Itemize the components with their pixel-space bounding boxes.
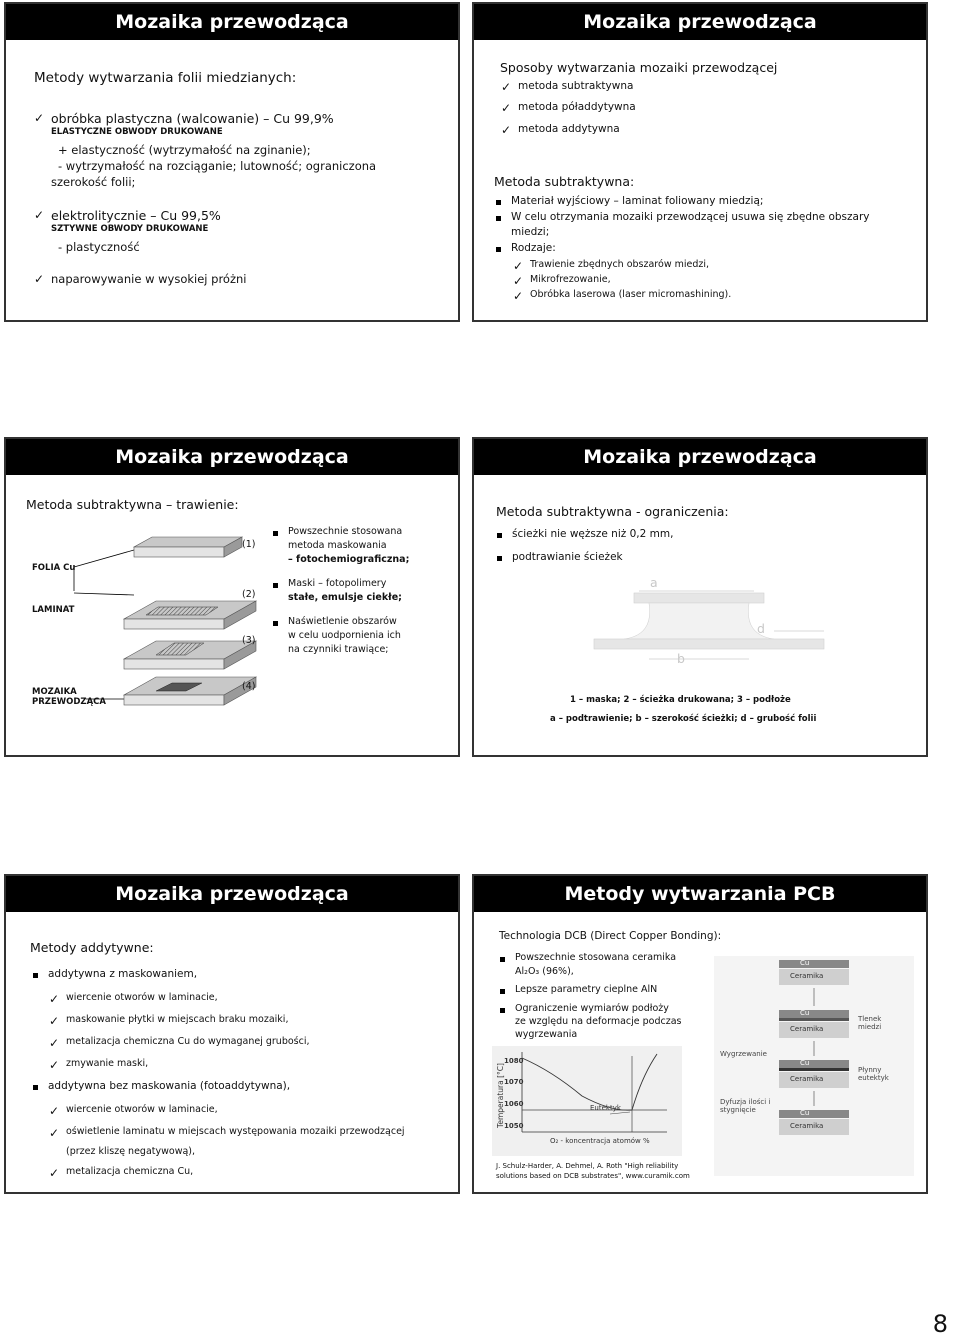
note-item-cont: metoda maskowania	[288, 540, 387, 551]
layer-cu: Cu	[800, 1059, 810, 1067]
label-b: b	[677, 651, 685, 666]
label-mozaika: PRZEWODZĄCA	[32, 697, 106, 707]
graph-ytick: 1080	[504, 1057, 524, 1065]
note-item-cont: – fotochemiograficzna;	[288, 554, 410, 565]
layer-ceramika: Ceramika	[790, 1075, 824, 1083]
layer-ceramika: Ceramika	[790, 972, 824, 980]
list-item-sub: szerokość folii;	[51, 175, 136, 189]
slide-heading: Metoda subtraktywna – trawienie:	[26, 497, 239, 512]
bullet-item: Ograniczenie wymiarów podłoży	[515, 1003, 669, 1014]
list-item-sub: - plastyczność	[58, 240, 140, 254]
slide-title: Metody wytwarzania PCB	[474, 876, 926, 912]
layer-cu: Cu	[800, 959, 810, 967]
slide-3	[4, 437, 460, 757]
process-step-2	[124, 601, 256, 629]
graph-ytick: 1070	[504, 1078, 524, 1086]
page-number: 8	[932, 1310, 948, 1338]
bullet-item-cont: Al₂O₃ (96%),	[515, 966, 574, 977]
graph-ytick: 1060	[504, 1100, 524, 1108]
list-item: ✓ zmywanie maski,	[66, 1058, 148, 1069]
list-item: ✓ obróbka plastyczna (walcowanie) – Cu 99,9%	[51, 111, 334, 126]
slide-1	[4, 2, 460, 322]
bullet-item: Lepsze parametry cieplne AlN	[515, 984, 658, 995]
list-item-sub: + elastyczność (wytrzymałość na zginanie);	[58, 143, 311, 157]
list-item: ✓ Obróbka laserowa (laser micromashining).	[530, 289, 731, 300]
bullet-item: ścieżki nie węższe niż 0,2 mm,	[512, 528, 674, 540]
note-item: Powszechnie stosowana	[288, 526, 403, 537]
step-number: (3)	[242, 635, 256, 646]
bullet-item-cont: ze względu na deformacje podczas	[515, 1016, 682, 1027]
list-item: ✓ elektrolitycznie – Cu 99,5%	[51, 208, 221, 223]
slide-heading: Sposoby wytwarzania mozaiki przewodzącej	[500, 60, 778, 75]
reference: J. Schulz-Harder, A. Dehmel, A. Roth "High reliability	[496, 1162, 679, 1170]
graph-xlabel: O₂ - koncentracja atomów %	[550, 1137, 650, 1145]
list-item: ✓ Mikrofrezowanie,	[530, 274, 611, 285]
bullet-item: podtrawianie ścieżek	[512, 551, 623, 563]
slide-4	[472, 437, 928, 757]
step-number: (4)	[242, 681, 256, 692]
list-item-cont: (przez kliszę negatywową),	[66, 1146, 196, 1157]
list-item-sub: - wytrzymałość na rozciąganie; lutowność; ograniczona	[58, 159, 377, 173]
slide-5	[4, 874, 460, 1194]
bullet-item-cont: wygrzewania	[515, 1029, 578, 1040]
graph-ytick: 1050	[504, 1122, 524, 1130]
list-item: ✓ oświetlenie laminatu w miejscach występowania mozaiki przewodzącej	[66, 1126, 405, 1137]
process-step-1	[134, 537, 242, 557]
slide-title: Mozaika przewodząca	[6, 439, 458, 475]
slide-title: Mozaika przewodząca	[6, 4, 458, 40]
undercut-diagram	[474, 569, 928, 679]
note-item-cont: w celu uodpornienia ich	[288, 630, 401, 641]
label-d: d	[757, 621, 765, 636]
note-item-cont: na czynniki trawiące;	[288, 644, 389, 655]
reference: solutions based on DCB substrates", www.curamik.com	[496, 1172, 690, 1180]
note-item-cont: stałe, emulsje ciekłe;	[288, 592, 402, 603]
bullet-item-cont: miedzi;	[511, 226, 550, 238]
label-tlenek: Tlenek miedzi	[858, 1015, 882, 1031]
list-item-sub: ELASTYCZNE OBWODY DRUKOWANE	[51, 127, 223, 137]
slide-title: Mozaika przewodząca	[6, 876, 458, 912]
process-step-3	[124, 641, 256, 669]
slide-heading: Metoda subtraktywna - ograniczenia:	[496, 504, 729, 519]
slide-2	[472, 2, 928, 322]
bullet-item: Rodzaje:	[511, 242, 556, 254]
layer-ceramika: Ceramika	[790, 1025, 824, 1033]
list-item-sub: SZTYWNE OBWODY DRUKOWANE	[51, 224, 209, 234]
bullet-item: addytywna bez maskowania (fotoaddytywna),	[48, 1080, 291, 1092]
label-dyfuzja: Dyfuzja ilości i stygnięcie	[720, 1098, 771, 1114]
list-item: ✓ metoda póładdytywna	[518, 101, 636, 113]
step-number: (2)	[242, 589, 256, 600]
slide-heading: Metody wytwarzania folii miedzianych:	[34, 70, 297, 86]
label-a: a	[650, 575, 658, 590]
slide-title: Mozaika przewodząca	[474, 4, 926, 40]
list-item: ✓ metalizacja chemiczna Cu do wymaganej grubości,	[66, 1036, 310, 1047]
list-item: ✓ wiercenie otworów w laminacie,	[66, 992, 218, 1003]
layer-cu: Cu	[800, 1009, 810, 1017]
bullet-item: addytywna z maskowaniem,	[48, 968, 198, 980]
label-folia: FOLIA Cu	[32, 563, 76, 573]
graph-ylabel: Temperatura [°C]	[495, 1063, 505, 1128]
label-mozaika: MOZAIKA	[32, 687, 77, 697]
caption: 1 – maska; 2 – ścieżka drukowana; 3 – podłoże	[570, 695, 791, 705]
note-item: Naświetlenie obszarów	[288, 616, 397, 627]
step-number: (1)	[242, 539, 256, 550]
list-item: ✓ metoda addytywna	[518, 123, 620, 135]
list-item: ✓ wiercenie otworów w laminacie,	[66, 1104, 218, 1115]
slide-heading: Metoda subtraktywna:	[494, 174, 635, 189]
list-item: ✓ metoda subtraktywna	[518, 80, 633, 92]
list-item: ✓ metalizacja chemiczna Cu,	[66, 1166, 193, 1177]
list-item: ✓ maskowanie płytki w miejscach braku mozaiki,	[66, 1014, 288, 1025]
slide-title: Mozaika przewodząca	[474, 439, 926, 475]
list-item: ✓ naparowywanie w wysokiej próżni	[51, 272, 246, 286]
layer-ceramika: Ceramika	[790, 1122, 824, 1130]
bullet-item: Materiał wyjściowy – laminat foliowany miedzią;	[511, 195, 764, 207]
graph-eutektyk-label: Eutektyk	[590, 1104, 621, 1112]
bullet-item: W celu otrzymania mozaiki przewodzącej usuwa się zbędne obszary	[511, 211, 870, 223]
slide-heading: Technologia DCB (Direct Copper Bonding):	[499, 930, 722, 942]
bullet-item: Powszechnie stosowana ceramika	[515, 952, 677, 963]
etching-process-diagram	[6, 519, 276, 757]
list-item: ✓ Trawienie zbędnych obszarów miedzi,	[530, 259, 709, 270]
layer-cu: Cu	[800, 1109, 810, 1117]
label-laminat: LAMINAT	[32, 605, 75, 615]
slide-6	[472, 874, 928, 1194]
slide-heading: Metody addytywne:	[30, 940, 154, 955]
caption: a – podtrawienie; b – szerokość ścieżki; d – grubość folii	[550, 714, 817, 724]
process-step-4	[124, 677, 256, 705]
label-wygrzewanie: Wygrzewanie	[720, 1050, 767, 1058]
note-item: Maski – fotopolimery	[288, 578, 387, 589]
label-plynny: Płynny eutektyk	[858, 1066, 889, 1082]
